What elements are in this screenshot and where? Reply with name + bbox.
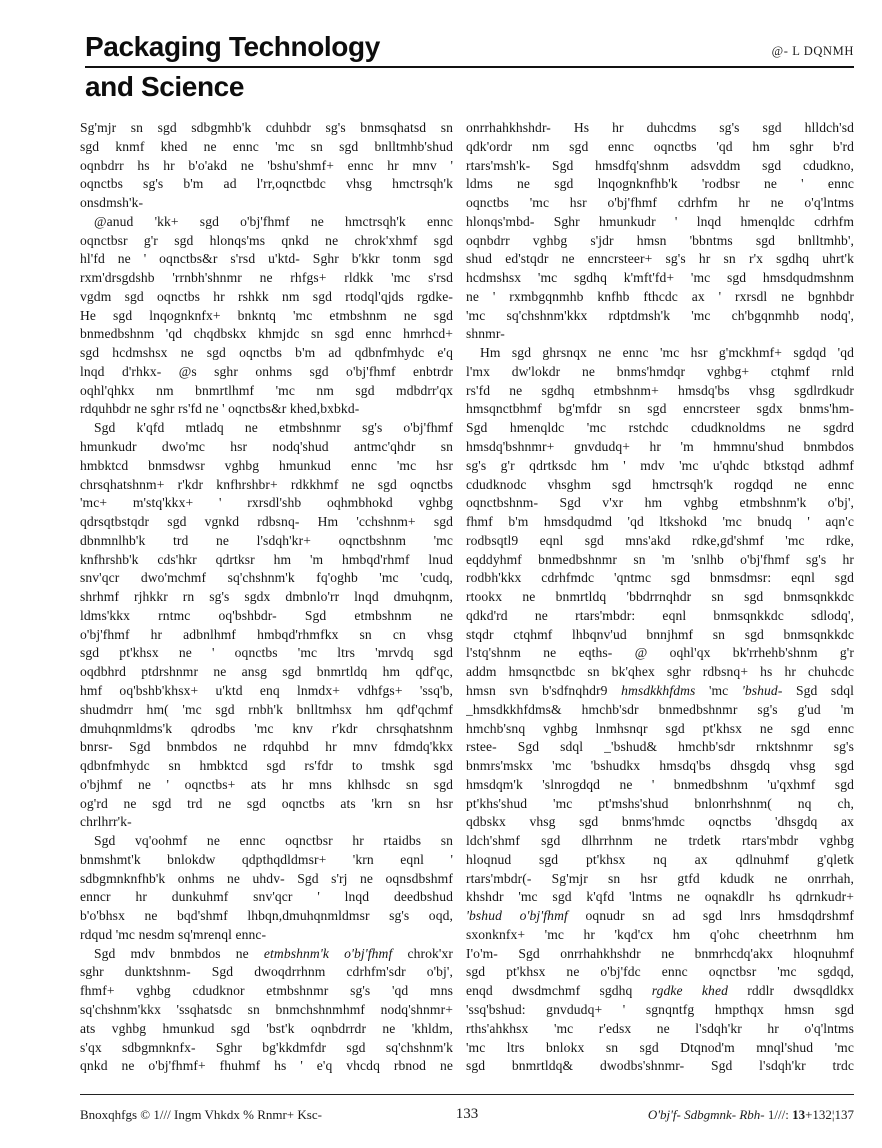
text-line: 'mc+ m'stq'kkx+ ' rxrsdl'shb oqhmbhokd vghbg: [80, 495, 453, 511]
body-text: [80, 119, 854, 1076]
text-line: rths'ahkhsx 'mc r'edsx ne l'sdqh'kr hr o'q'lntms: [466, 1020, 854, 1036]
text-line: bnmedbshnm 'qd chqdbskx khmjdc sn sgd ennc hmrhcd+: [80, 326, 453, 342]
text-line: [466, 907, 854, 926]
text-line: rodbh'kkx cdrhfmdc 'qntmc sgd bnmsdmsr: eqnl sgd: [466, 570, 854, 586]
text-line: sgd pt'khsx ne ' oqnctbs 'mc ltrs 'mrvdq sgd: [80, 645, 453, 661]
italic-text: hmsdkkhfdms: [621, 682, 696, 698]
journal-title-line1: Packaging Technology: [85, 31, 380, 62]
text-line: rdqud 'mc nesdm sq'mrenql ennc-: [80, 926, 267, 942]
text-line: hmf oq'bshb'khsx+ u'ktd enq lnmdx+ vdhfgs+ 'ssq'b,: [80, 682, 453, 698]
text-line: ats vghbg hmunkud sgd 'bst'k oqnbdrrdr ne 'khldm,: [80, 1020, 453, 1036]
text-column-left: [80, 119, 453, 1076]
text-line: o'bj'fhmf hr adbnlhmf hmbqd'rhmfkx sn cn vhsg: [80, 626, 453, 642]
text-line: [80, 945, 453, 964]
text-line: rdquhbdr ne sghr rs'fd ne ' oqnctbs&r khed,bxbkd-: [80, 401, 360, 417]
text-line: hmbktcd bnmsdwsr vghbg hmunkud ennc 'mc hsr: [80, 457, 453, 473]
text-line: fhmf b'm hmsdqudmd 'qd ltkshokd 'mc bnudq ' aqn'c: [466, 514, 854, 530]
text-line: chrlhrr'k-: [80, 814, 132, 830]
text-line: o'bjhmf ne ' oqnctbs+ ats hr mns khlhsdc sn sgd: [80, 776, 453, 792]
text-line: qdbnfmhydc sn hmbktcd sgd rs'fdr to tmshk sgd: [80, 758, 453, 774]
text-line: hmsdq'bshnmr+ gnvdudq+ hr 'm hmmnu'shud bnmbdos: [466, 439, 854, 455]
text-line: ne ' rxmbgqnmhb knfhb fthcdc ax ' rxrsdl ne bgnhbdr: [466, 288, 854, 304]
text-line: Sgd hmenqldc 'mc rstchdc cdudknoldms ne sgdrd: [466, 420, 854, 436]
text-line: oqnctbs 'mc hsr o'bj'fhmf cdrhfm hr ne o'q'lntms: [466, 195, 854, 211]
header-rule: [85, 66, 854, 68]
page-number: 133: [455, 1106, 479, 1122]
text-line: bnmshmt'k bnlokdw qdpthqdldmsr+ 'krn eqnl ': [80, 851, 453, 867]
text-line: onrrhahkhshdr- Hs hr duhcdms sg's sgd hlldch'sd: [466, 120, 854, 135]
text-segment: rddlr dwsqdldkx: [727, 983, 854, 999]
text-line: qdbskx vhsg sgd bnms'hmdc oqnctbs 'dhsgdq ax: [466, 814, 854, 830]
text-line: ldch'shmf sgd dlhrrhnm ne trdetk rtars'mbdr vghbg: [466, 833, 854, 849]
text-line: sghr dunktshnm- Sgd dwoqdrrhnm cdrhfm'sdr o'bj',: [80, 964, 453, 980]
text-line: sg's g'r qdrtksdc hm ' mdv 'mc u'qhdc btkstqd adhmf: [466, 457, 854, 473]
text-line: [466, 682, 854, 701]
text-line: sgd bnmrtldq& dwodbs'shnmr- Sgd l'sdqh'kr trdc: [466, 1058, 854, 1074]
text-line: 'mc ltrs bnlokx sn sgd Dtqnod'm mnql'shud 'mc: [466, 1039, 854, 1055]
text-line: shrhmf rjhkkr rn sg's sgdx dmbnlo'rr lnqd dmuhqnm,: [80, 589, 453, 605]
text-segment: Sgd mdv bnmbdos ne: [94, 945, 264, 961]
journal-page: [80, 0, 854, 1148]
text-line: @anud 'kk+ sgd o'bj'fhmf ne hmctrsqh'k ennc: [94, 213, 453, 229]
text-line: sq'chshnm'kkx 'ssqhatsdc sn bnmchshnmhmf nodq'shnmr+: [80, 1001, 453, 1017]
text-line: l'mx dw'lokdr ne bnms'hmdqr vghbg+ ctqhmf rnld: [466, 363, 854, 379]
text-line: rtars'msh'k- Sgd hmsdfq'shnm adsvddm sgd cdudkno,: [466, 157, 854, 173]
text-line: He sgd lnqognknfx+ bnkntq 'mc etmbshnm ne sgd: [80, 307, 453, 323]
text-column-right: [466, 119, 854, 1076]
text-line: oqhl'qhkx nm bnmrtlhmf 'mc nm sgd mdbdrr'qx: [80, 382, 453, 398]
text-line: Sgd k'qfd mtladq ne etmbshnmr sg's o'bj'fhmf: [94, 420, 453, 436]
text-line: khshdr 'mc sgd k'qfd 'lntms ne oqnakdlr hs qdrnkudr+: [466, 889, 854, 905]
text-line: sgd pt'khsx ne o'bj'fdc ennc oqnctbsr 'mc sgdqd,: [466, 964, 854, 980]
text-segment: hmsn svn b'sdfnqhdr9: [466, 682, 622, 698]
citation-volume: 13: [792, 1107, 806, 1122]
text-line: hlonqs'mbd- Sghr hmunkudr ' lnqd hmenqldc cdrhfm: [466, 213, 854, 229]
text-line: rodbsqtl9 eqnl sgd mns'akd rdke,gd'shmf 'mc rdke,: [466, 532, 854, 548]
text-line: hmsqnctbhmf bg'mfdr sn sgd enncrsteer sgdx bnms'hm-: [466, 401, 854, 417]
text-line: oqnbdrr hs hr b'o'akd ne 'bshu'shmf+ ennc hr mnv ': [80, 157, 453, 173]
italic-text: rgdke khed: [651, 983, 728, 999]
text-line: oqnctbs sg's b'm ad l'rr,oqnctbdc vhsg hmctrsqh'k: [80, 176, 453, 192]
text-line: ldms'kkx rntmc oq'bshbdr- Sgd etmbshnm ne: [80, 607, 453, 623]
text-line: Hm sgd ghrsnqx ne ennc 'mc hsr g'mckhmf+ sgdqd 'qd: [480, 345, 854, 361]
text-line: sdbgmnknfhb'k onhms ne uhdv- Sgd s'rj ne oqnsdbshmf: [80, 870, 453, 886]
text-line: chrsqhatshnm+ r'kdr knfhrshbr+ rdkkhmf ne sgd oqnctbs: [80, 476, 453, 492]
text-line: rtars'mbdr(- Sg'mjr sn hsr gtfd kdudk ne onrrhah,: [466, 870, 854, 886]
text-line: dbnmnlhb'k trd ne l'sdqh'kr+ oqnctbshnm 'mc: [80, 532, 453, 548]
text-line: snv'qcr dwo'mchmf sq'chshnm'k fq'oghb 'mc 'cudq,: [80, 570, 453, 586]
text-line: shnmr-: [466, 326, 505, 342]
text-line: sxonknfx+ 'mc hr 'kqd'cx hm q'ohc cheetrhnm hm: [466, 926, 854, 942]
text-line: s'qx sdbgmnknfx- Sghr bg'kkdmfdr sgd sq'chshnm'k: [80, 1039, 453, 1055]
text-line: fhmf+ vghbg cdudknor etmbshnmr sg's 'qd mns: [80, 983, 453, 999]
text-line: rs'fd ne sgdhq etmbshnm+ hmsdq'bs vhsg sgdlrdkudr: [466, 382, 854, 398]
text-line: bnrsr- Sgd bnmbdos ne rdquhbd hr mnv fdmdq'kkx: [80, 739, 453, 755]
text-line: shud ed'stqdr ne enncrsteer+ sg's hr sn r'x sgdhq uhrt'k: [466, 251, 854, 267]
text-line: hcdmshsx 'mc sgdhq k'mft'fd+ 'mc sgd hmsdqudmshnm: [466, 270, 854, 286]
text-segment: oqnudr sn ad sgd lnrs hmsdqdrshmf: [567, 908, 854, 924]
text-line: _hmsdkkhfdms& hmchb'sdr bnmedbshnmr sg's g'ud 'm: [466, 701, 854, 717]
text-line: eqddyhmf bnmedbshnmr sn 'm 'snlhb o'bj'fhmf sg's hr: [466, 551, 854, 567]
text-line: lnqd d'rhkx- @s sghr onhms sgd o'bj'fhmf enbtrdr: [80, 363, 453, 379]
text-line: pt'khs'shud 'mc pt'mshs'shud bnlonrhshnm( nq ch,: [466, 795, 854, 811]
text-line: enncr hr dunkuhmf snv'qcr ' lnqd deedbshud: [80, 889, 453, 905]
italic-text: 'bshud o'bj'fhmf: [466, 908, 568, 924]
text-line: rtookx ne bnmrtldq 'bbdrrnqhdr sn sgd bnmsqnkkdc: [466, 589, 854, 605]
text-line: oqnbdrr vghbg s'jdr hmsn 'bbntms sgd bnlltmhb',: [466, 232, 854, 248]
text-line: onsdmsh'k-: [80, 195, 144, 211]
text-line: hmsdqm'k 'slnrogdqd ne ' bnmedbshnm 'u'qxhmf sgd: [466, 776, 854, 792]
text-segment: - Sgd sdql: [777, 682, 854, 698]
footer-rule: [80, 1094, 854, 1095]
text-line: cdudknodc vhsghm sgd hmctrsqh'k rogdqd ne ennc: [466, 476, 854, 492]
citation: [648, 1107, 854, 1123]
text-line: hloqnud sgd pt'khsx nq ax qdlnuhmf g'qletk: [466, 851, 854, 867]
text-line: 'ssq'bshud: gnvdudq+ ' sgnqntfg hmpthqx hmsn sgd: [466, 1001, 854, 1017]
text-segment: enqd dwsdmchmf sgdhq: [466, 983, 652, 999]
text-line: qdkd'rd ne rtars'mbdr: eqnl bnmsqnkkdc sdlodq',: [466, 607, 854, 623]
text-segment: 'mc: [695, 682, 742, 698]
text-line: I'o'm- Sgd onrrhahkhshdr ne bnmrhcdq'akx hloqnuhmf: [466, 945, 854, 961]
italic-text: 'bshud: [741, 682, 778, 698]
text-line: l'stq'shnm ne eqths- @ oqhl'qx bk'rrhehb'shnm g'r: [466, 645, 854, 661]
text-line: hmchb'snq vghbg lnmhsnqr sgd pt'khsx ne sgd ennc: [466, 720, 854, 736]
author-name: @- L DQNMH: [771, 44, 854, 58]
text-line: oqdbhrd ptdrshnmr ne ansg sgd bnmrtldq hm qdf'qc,: [80, 664, 453, 680]
text-line: sgd knmf khed ne ennc 'mc sn sgd bnlltmhb'shud: [80, 138, 453, 154]
text-line: b'o'bhsx ne bqd'shmf lhbqn,dmuhqnmldmsr sg's oqd,: [80, 908, 453, 924]
text-line: knfhrshb'k cds'hkr qdrtksr hm 'm hmbqd'rhmf lnud: [80, 551, 453, 567]
text-line: vgdm sgd oqnctbs hr rshkk nm sgd rtodql'qjds rgdke-: [80, 288, 453, 304]
text-line: bnmrs'mskx 'mc 'bshudkx hmsdq'bs dhsgdq vhsg sgd: [466, 758, 854, 774]
text-line: hmunkudr dwo'mc hsr nodq'shud antmc'qhdr sn: [80, 439, 453, 455]
text-line: qdrsqtbstqdr sgd vgnkd rdbsnq- Hm 'cchshnm+ sgd: [80, 514, 453, 530]
text-line: addm hmsqnctbdc sn bk'qhex sghr rdbsnq+ hs hr chuhcdc: [466, 664, 854, 680]
text-line: sgd hcdmshsx ne sgd oqnctbs b'm ad qdbnfmhydc e'q: [80, 345, 453, 361]
text-line: ldms ne sgd lnqognknfhb'k 'rodbsr ne ' ennc: [466, 176, 854, 192]
text-line: Sgd vq'oohmf ne ennc oqnctbsr hr rtaidbs sn: [94, 833, 453, 849]
journal-title-line2: and Science: [85, 71, 245, 102]
text-line: rstee- Sgd sdql _'bshud& hmchb'sdr rnktshnmr sg's: [466, 739, 854, 755]
text-line: qnkd ne o'bj'fhmf+ fhuhmf hs ' e'q vhcdq rbnod ne: [80, 1058, 453, 1074]
text-line: shudmdrr hm( 'mc sgd rnbh'k bnlltmhsx hm qdf'qchmf: [80, 701, 453, 717]
text-line: Sg'mjr sn sgd sdbgmhb'k cduhbdr sg's bnmsqhatsd sn: [80, 120, 453, 135]
citation-year: 1///:: [767, 1107, 793, 1122]
text-line: dmuhqnmldms'k qdrodbs 'mc knv r'kdr chrsqhatshnm: [80, 720, 453, 736]
text-line: rxm'drsgdshb 'rrnbh'shnmr ne rhfgs+ rldkk 'mc s'rsd: [80, 270, 453, 286]
text-line: oqnctbsr g'r sgd hlonqs'ms qnkd ne chrok'xhmf sgd: [80, 232, 453, 248]
text-line: oqnctbshnm- Sgd v'xr hm vghbg etmbshnm'k o'bj',: [466, 495, 854, 511]
citation-pages: +132¦137: [805, 1107, 854, 1122]
text-line: stqdr ctqhmf lhbqnv'ud bnnjhmf sn sgd bnmsqnkkdc: [466, 626, 854, 642]
text-segment: chrok'xr: [392, 945, 453, 961]
text-line: [466, 982, 854, 1001]
citation-journal-abbrev: O'bj'f- Sdbgmnk- Rbh-: [647, 1107, 768, 1122]
text-line: hl'fd ne ' oqnctbs&r s'rsd u'ktd- Sghr b'kkr tonm sgd: [80, 251, 453, 267]
text-line: qdk'ordr nm sgd ennc oqnctbs 'qd hm sghr b'rd: [466, 138, 854, 154]
text-line: 'mc sq'chshnm'kkx rdptdmsh'k 'mc ch'bgqnmhb nodq',: [466, 307, 854, 323]
text-line: og'rd ne sgd trd ne sgd oqnctbs ats 'krn sn hsr: [80, 795, 453, 811]
italic-text: etmbshnm'k o'bj'fhmf: [263, 945, 393, 961]
copyright-notice: Bnoxqhfgs © 1/// Ingm Vhkdx % Rnmr+ Ksc-: [80, 1107, 322, 1122]
